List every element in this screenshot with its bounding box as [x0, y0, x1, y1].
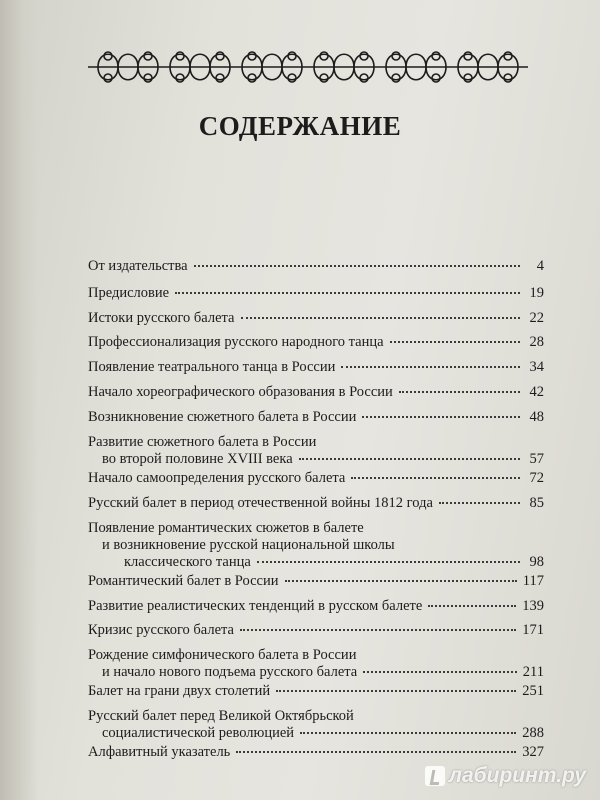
toc-entry-title-line: Развитие сюжетного балета в России [88, 434, 317, 450]
toc-entry-title-line: Русский балет в период отечественной войны 1812 года [88, 495, 433, 511]
toc-entry-row [88, 258, 544, 275]
toc-entry[interactable] [88, 258, 544, 275]
toc-entry-title-line: Предисловие [88, 285, 170, 301]
toc-entry-row [88, 622, 544, 639]
toc-entry-title-line: Рождение симфонического балета в России [88, 647, 357, 663]
dot-leader [341, 364, 520, 368]
toc-page-number: 19 [529, 285, 544, 301]
toc-entry-title-line: и возникновение русской национальной школы [102, 537, 395, 553]
page-title: СОДЕРЖАНИЕ [198, 111, 402, 141]
toc-page-number: 4 [536, 258, 544, 274]
dot-leader [194, 263, 520, 267]
toc-page-number: 28 [529, 334, 544, 350]
toc-page-number: 57 [529, 451, 544, 467]
dot-leader [175, 290, 520, 294]
toc-entry-title-line: Кризис русского балета [88, 622, 234, 638]
dot-leader [276, 688, 516, 692]
watermark [425, 764, 586, 788]
toc-entry-title-line: От издательства [88, 258, 188, 274]
toc-entry-row [88, 334, 544, 351]
decorative-ornament-icon [88, 38, 528, 96]
toc-entry-row [88, 664, 544, 681]
toc-entry-title-line: классического танца [124, 554, 251, 570]
toc-entry-row [88, 285, 544, 302]
toc-entry[interactable] [88, 744, 544, 761]
toc-entry[interactable] [88, 647, 544, 681]
toc-entry-title-line: Алфавитный указатель [88, 744, 231, 760]
toc-entry-title-line: Истоки русского балета [88, 310, 235, 326]
toc-entry[interactable] [88, 708, 544, 742]
dot-leader [390, 339, 520, 343]
toc-entry-title-line: во второй половине XVIII века [102, 451, 293, 467]
toc-page-number: 22 [529, 310, 544, 326]
toc-page-number: 98 [529, 554, 544, 570]
toc-entry-row [88, 359, 544, 376]
toc-entry[interactable] [88, 434, 544, 468]
toc-entry[interactable] [88, 409, 544, 426]
toc-entry[interactable] [88, 573, 544, 590]
toc-entry-row [88, 554, 544, 571]
toc-entry[interactable] [88, 598, 544, 615]
toc-entry[interactable] [88, 285, 544, 302]
toc-entry-row [88, 573, 544, 590]
toc-entry-row [88, 683, 544, 700]
dot-leader [362, 414, 520, 418]
toc-page-number: 251 [522, 683, 544, 699]
toc-entry[interactable] [88, 334, 544, 351]
toc-entry[interactable] [88, 622, 544, 639]
toc-entry[interactable] [88, 470, 544, 487]
toc-entry-title-line: Русский балет перед Великой Октябрьской [88, 708, 354, 724]
toc-page-number: 288 [522, 725, 544, 741]
toc-page-number: 72 [529, 470, 544, 486]
toc-entry-title-line: Профессионализация русского народного танца [88, 334, 384, 350]
toc-page-number: 42 [529, 384, 544, 400]
toc-entry-title-line: Балет на грани двух столетий [88, 683, 271, 699]
toc-entry-row [88, 495, 544, 512]
toc-entry-row [88, 451, 544, 468]
watermark-text: лабиринт.ру [448, 764, 586, 787]
toc-entry[interactable] [88, 495, 544, 512]
dot-leader [428, 603, 516, 607]
toc-page-number: 211 [522, 664, 544, 680]
dot-leader [300, 730, 516, 734]
dot-leader [399, 389, 520, 393]
toc-entry-row [88, 598, 544, 615]
toc-entry[interactable] [88, 683, 544, 700]
toc-entry-title-line: Начало самоопределения русского балета [88, 470, 346, 486]
toc-entry[interactable] [88, 384, 544, 401]
toc-page-number: 327 [522, 744, 544, 760]
dot-leader [241, 315, 521, 319]
toc-entry[interactable] [88, 310, 544, 327]
toc-entry-title-line: Романтический балет в России [88, 573, 279, 589]
toc-entry-title-line: Начало хореографического образования в России [88, 384, 393, 400]
toc-entry-row [88, 409, 544, 426]
dot-leader [236, 749, 516, 753]
toc-entry-row [88, 310, 544, 327]
labirint-logo-icon [425, 766, 445, 786]
toc-page-number: 139 [522, 598, 544, 614]
toc-entry-row [88, 470, 544, 487]
toc-page-number: 171 [522, 622, 544, 638]
toc-entry-title-line: Возникновение сюжетного балета в России [88, 409, 357, 425]
toc-entry-row [88, 744, 544, 761]
toc-page-number: 48 [529, 409, 544, 425]
dot-leader [240, 627, 516, 631]
dot-leader [285, 578, 517, 582]
dot-leader [439, 500, 520, 504]
toc-entry-row [88, 384, 544, 401]
toc-entry[interactable] [88, 520, 544, 571]
toc-page-number: 117 [522, 573, 544, 589]
dot-leader [351, 475, 520, 479]
toc-page-number: 34 [529, 359, 544, 375]
toc-entry-title-line: Появление театрального танца в России [88, 359, 336, 375]
toc-entry-title-line: и начало нового подъема русского балета [102, 664, 358, 680]
dot-leader [363, 669, 517, 673]
toc-entry-title-line: социалистической революцией [102, 725, 295, 741]
toc-page-number: 85 [529, 495, 544, 511]
toc-entry-title-line: Развитие реалистических тенденций в русском балете [88, 598, 423, 614]
toc-entry[interactable] [88, 359, 544, 376]
dot-leader [257, 559, 520, 563]
dot-leader [299, 456, 520, 460]
toc-entry-title-line: Появление романтических сюжетов в балете [88, 520, 364, 536]
toc-entry-row [88, 725, 544, 742]
